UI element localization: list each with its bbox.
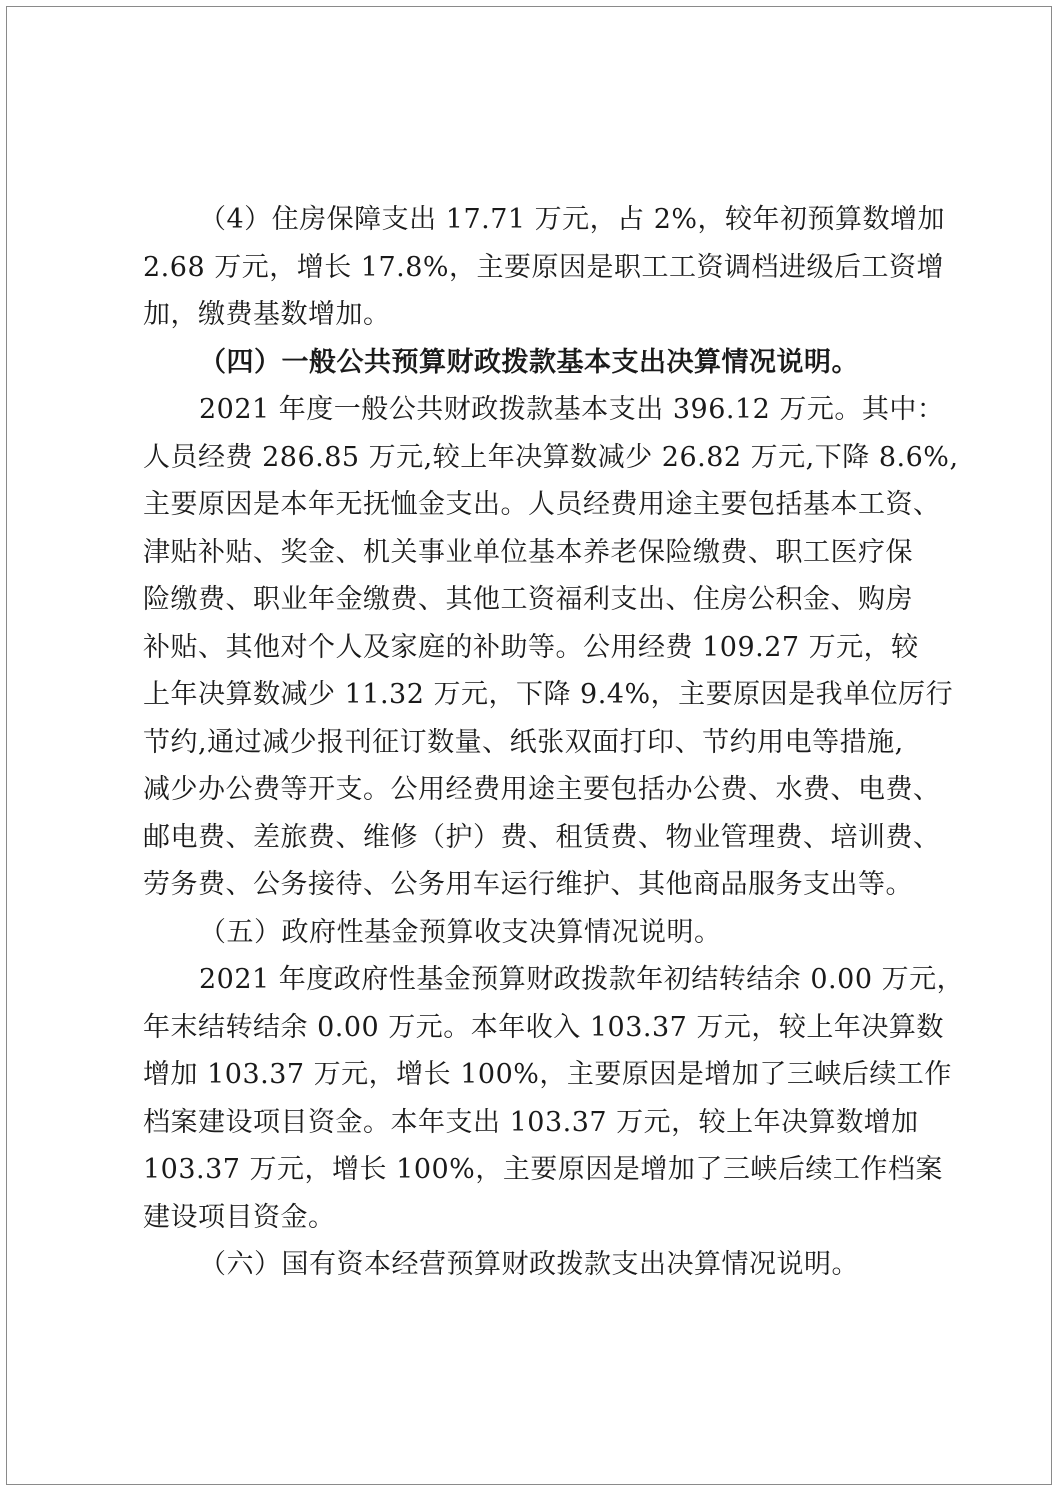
text-line: 年末结转结余 0.00 万元。本年收入 103.37 万元，较上年决算数 xyxy=(143,1011,944,1043)
text-line: 103.37 万元，增长 100%，主要原因是增加了三峡后续工作档案 xyxy=(143,1154,943,1185)
text-line: 加，缴费基数增加。 xyxy=(143,299,391,330)
text-line: 2.68 万元，增长 17.8%，主要原因是职工工资调档进级后工资增 xyxy=(143,251,945,283)
text-line: 人员经费 286.85 万元,较上年决算数减少 26.82 万元,下降 8.6%, xyxy=(143,441,959,473)
text-line: 主要原因是本年无抚恤金支出。人员经费用途主要包括基本工资、 xyxy=(143,489,941,520)
text-line: 2021 年度政府性基金预算财政拨款年初结转结余 0.00 万元， xyxy=(199,964,965,995)
section-heading-4 xyxy=(143,339,943,387)
paragraph-basic-expenditure xyxy=(143,386,959,909)
text-line: 补贴、其他对个人及家庭的补助等。公用经费 109.27 万元，较 xyxy=(143,631,919,663)
text-line: 上年决算数减少 11.32 万元，下降 9.4%，主要原因是我单位厉行 xyxy=(143,679,954,710)
text-line: 建设项目资金。 xyxy=(143,1201,336,1233)
heading-text: （六）国有资本经营预算财政拨款支出决算情况说明。 xyxy=(199,1249,859,1280)
document-body xyxy=(143,196,965,1289)
text-line: 邮电费、差旅费、维修（护）费、租赁费、物业管理费、培训费、 xyxy=(143,821,941,853)
text-line: 档案建设项目资金。本年支出 103.37 万元，较上年决算数增加 xyxy=(143,1106,919,1138)
text-line: 津贴补贴、奖金、机关事业单位基本养老保险缴费、职工医疗保 xyxy=(143,536,913,568)
heading-text: （五）政府性基金预算收支决算情况说明。 xyxy=(199,916,722,948)
text-line: 劳务费、公务接待、公务用车运行维护、其他商品服务支出等。 xyxy=(143,869,913,900)
paragraph-housing-expenditure xyxy=(143,196,946,339)
text-line: 险缴费、职业年金缴费、其他工资福利支出、住房公积金、购房 xyxy=(143,584,913,615)
paragraph-government-fund xyxy=(143,956,965,1241)
text-line: （4）住房保障支出 17.71 万元，占 2%，较年初预算数增加 xyxy=(199,204,946,235)
text-line: 减少办公费等开支。公用经费用途主要包括办公费、水费、电费、 xyxy=(143,774,941,805)
heading-text: （四）一般公共预算财政拨款基本支出决算情况说明。 xyxy=(199,346,859,378)
section-heading-6 xyxy=(143,1241,943,1289)
text-line: 2021 年度一般公共财政拨款基本支出 396.12 万元。其中： xyxy=(199,394,945,425)
section-heading-5 xyxy=(143,909,943,957)
text-line: 增加 103.37 万元，增长 100%，主要原因是增加了三峡后续工作 xyxy=(143,1059,952,1090)
text-line: 节约,通过减少报刊征订数量、纸张双面打印、节约用电等措施, xyxy=(143,726,904,758)
